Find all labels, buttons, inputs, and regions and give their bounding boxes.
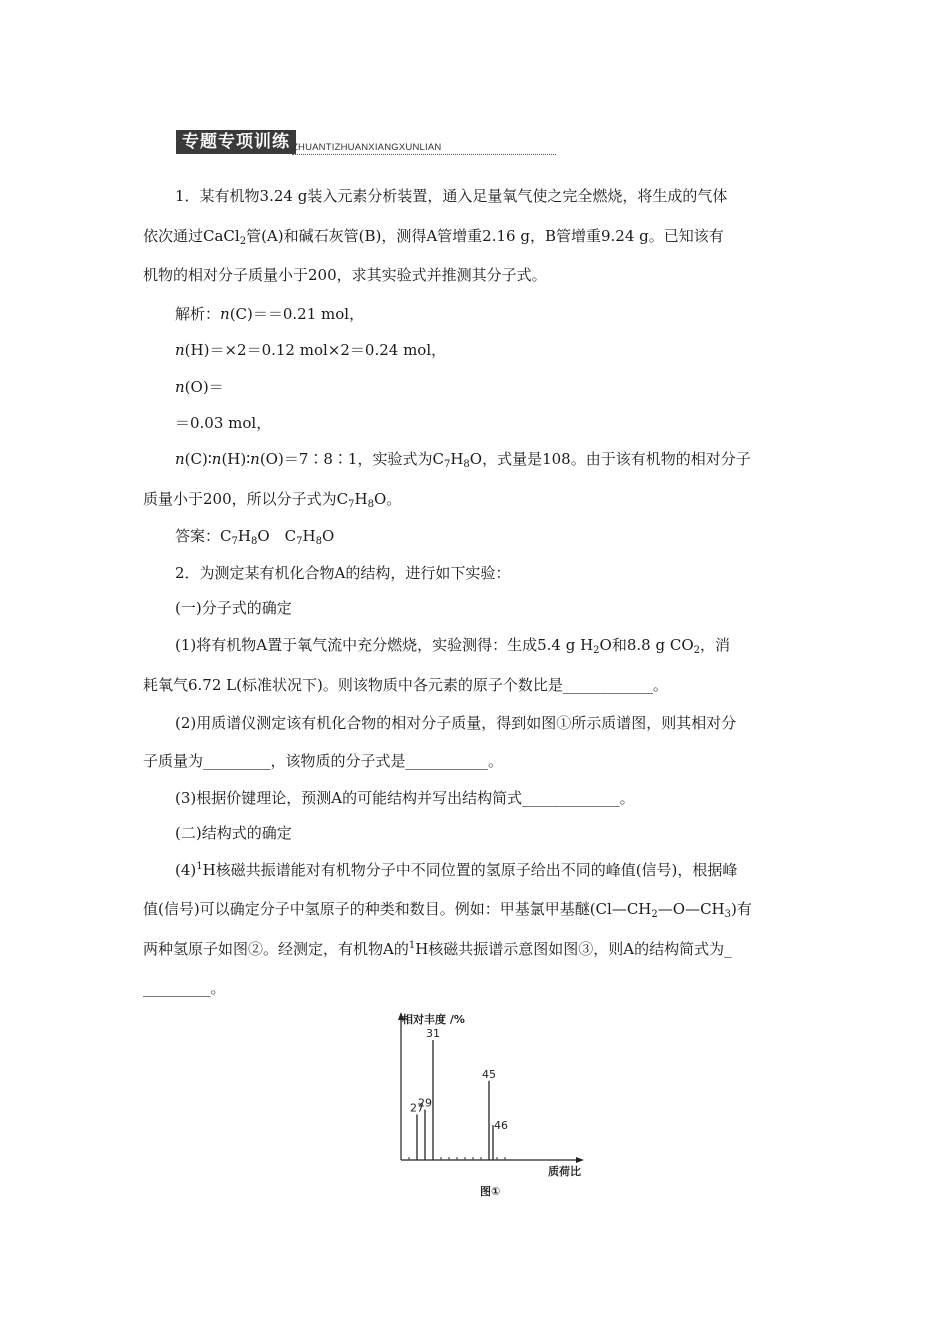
mass-spectrum-chart [380, 1010, 600, 1200]
section-subtitle: ZHUANTIZHUANXIANGXUNLIAN [292, 142, 442, 153]
peak-label-31: 31 [426, 1027, 440, 1040]
q2-part2-title: (二)结构式的确定 [175, 824, 292, 842]
q1-solution-4: ＝0.03 mol， [175, 414, 272, 432]
q2-p3: (3)根据价键理论，预测A的可能结构并写出结构简式_____________。 [175, 789, 635, 807]
q1-solution-2: n(H)＝×2＝0.12 mol×2＝0.24 mol， [175, 341, 447, 359]
q2-p1-line-2: 耗氧气6.72 L(标准状况下)。则该物质中各元素的原子个数比是____________。 [143, 676, 668, 694]
section-header [176, 130, 556, 156]
q2-p4-line-4: _________。 [143, 979, 226, 997]
peak-label-27: 27 [410, 1101, 424, 1115]
q2-p1-line-1: (1)将有机物A置于氧气流中充分燃烧，实验测得：生成5.4 g $H_2O$和8.8 g $CO_2$，消 [175, 636, 731, 656]
q1-line-1: 1．某有机物3.24 g装入元素分析装置，通入足量氧气使之完全燃烧，将生成的气体 [175, 187, 728, 205]
q2-p4-line-1: $(4)^1H$核磁共振谱能对有机物分子中不同位置的氢原子给出不同的峰值(信号)，根据峰 [175, 861, 738, 879]
peaks [410, 1027, 508, 1160]
peak-label-29: 29 [418, 1096, 432, 1110]
q2-p4-line-2: 值(信号)可以确定分子中氢原子的种类和数目。例如：甲基氯甲基醚$(Cl—CH_2—O—CH_3)$有 [143, 900, 752, 920]
q2-intro: 2．为测定某有机化合物A的结构，进行如下实验： [175, 564, 511, 582]
q2-p4-line-3: 两种氢原子如图②。经测定，有机物A的$^1$H核磁共振谱示意图如图③，则A的结构简式为_ [143, 940, 732, 958]
q1-line-3: 机物的相对分子质量小于200，求其实验式并推测其分子式。 [143, 266, 547, 284]
header-divider [292, 154, 556, 155]
y-axis-label: 相对丰度 /% [402, 1013, 465, 1026]
q2-p2-line-1: (2)用质谱仪测定该有机化合物的相对分子质量，得到如图①所示质谱图，则其相对分 [175, 714, 737, 732]
q1-line-2: 依次通过CaCl$_2$管(A)和碱石灰管(B)，测得A管增重2.16 g，B管增重9.24 g。已知该有 [143, 227, 724, 247]
section-badge: 专题专项训练 [176, 130, 296, 154]
q1-solution-3: n(O)＝ [175, 378, 224, 396]
q2-part1-title: (一)分子式的确定 [175, 599, 292, 617]
q1-solution-6: 质量小于200，所以分子式为$C_7H_8O$。 [143, 490, 402, 510]
q2-p2-line-2: 子质量为_________，该物质的分子式是___________。 [143, 752, 504, 770]
q1-solution-5: n(C)∶n(H)∶n(O)＝7∶8∶1，实验式为$C_7H_8O$，式量是108。由于该有机物的相对分子 [175, 450, 751, 470]
mass-spectrum-figure [380, 1010, 600, 1200]
x-axis-label: 质荷比 [548, 1165, 581, 1178]
peak-label-45: 45 [482, 1067, 496, 1081]
figure-caption: 图① [480, 1185, 501, 1198]
q1-answer: 答案：$C_7H_8O$ $C_7H_8O$ [175, 527, 335, 547]
q1-solution-1: 解析：n(C)＝＝0.21 mol， [175, 305, 365, 323]
peak-label-46: 46 [494, 1119, 508, 1133]
x-axis-arrow [576, 1157, 584, 1163]
